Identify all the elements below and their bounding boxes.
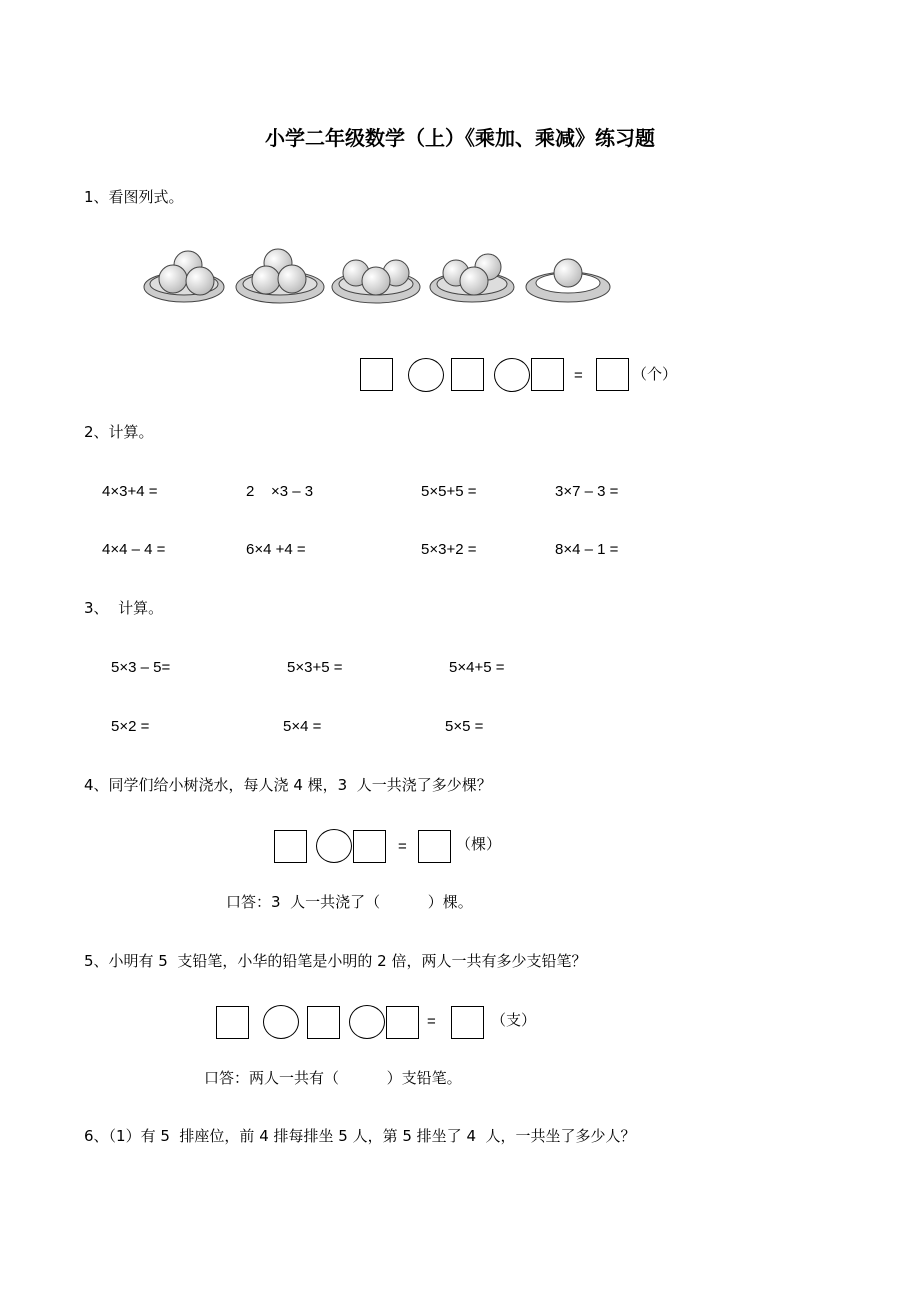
answer-box[interactable] <box>307 1006 340 1039</box>
plate-5 <box>526 259 610 302</box>
plate-2 <box>236 249 324 303</box>
oral-answer: 口答：两人一共有（ ）支铅笔。 <box>204 1069 462 1087</box>
expression: 5×3+5 = <box>287 659 343 676</box>
answer-box[interactable] <box>386 1006 419 1039</box>
equals-sign: = <box>574 367 583 384</box>
plate-1 <box>144 251 224 302</box>
question-3-heading: 3、 计算。 <box>84 599 164 617</box>
result-box[interactable] <box>451 1006 484 1039</box>
plate-3 <box>332 260 420 303</box>
equals-sign: = <box>427 1013 436 1030</box>
answer-box[interactable] <box>353 830 386 863</box>
expression: 5×4+5 = <box>449 659 505 676</box>
expression: 4×3+4 = <box>102 483 158 500</box>
expression: 4×4 – 4 = <box>102 541 166 558</box>
unit-label: （支） <box>491 1011 537 1029</box>
plate-4 <box>430 254 514 302</box>
operator-circle[interactable] <box>263 1005 299 1039</box>
oral-answer: 口答：3 人一共浇了（ ）棵。 <box>226 893 473 911</box>
operator-circle[interactable] <box>349 1005 385 1039</box>
question-5-heading: 5、小明有 5 支铅笔，小华的铅笔是小明的 2 倍，两人一共有多少支铅笔？ <box>84 952 587 970</box>
question-1-heading: 1、看图列式。 <box>84 188 184 206</box>
expression: 6×4 +4 = <box>246 541 306 558</box>
expression: 5×5+5 = <box>421 483 477 500</box>
question-2-heading: 2、计算。 <box>84 423 154 441</box>
unit-label: （个） <box>632 365 678 383</box>
expression: 5×5 = <box>445 718 484 735</box>
expression: 5×3+2 = <box>421 541 477 558</box>
result-box[interactable] <box>596 358 629 391</box>
expression: 5×3 – 5= <box>111 659 171 676</box>
operator-circle[interactable] <box>316 829 352 863</box>
page-title: 小学二年级数学（上）《乘加、乘减》练习题 <box>265 126 655 150</box>
operator-circle[interactable] <box>408 358 444 392</box>
expression: 5×2 = <box>111 718 150 735</box>
answer-box[interactable] <box>274 830 307 863</box>
question-6-heading: 6、（1）有 5 排座位，前 4 排每排坐 5 人，第 5 排坐了 4 人，一共坐了多少人？ <box>84 1127 636 1145</box>
expression: 5×4 = <box>283 718 322 735</box>
expression: 2 ×3 – 3 <box>246 483 314 500</box>
operator-circle[interactable] <box>494 358 530 392</box>
equals-sign: = <box>398 838 407 855</box>
answer-box[interactable] <box>451 358 484 391</box>
answer-box[interactable] <box>360 358 393 391</box>
question-4-heading: 4、同学们给小树浇水，每人浇 4 棵，3 人一共浇了多少棵？ <box>84 776 492 794</box>
expression: 8×4 – 1 = <box>555 541 619 558</box>
peach-plates-illustration <box>138 243 618 309</box>
answer-box[interactable] <box>531 358 564 391</box>
expression: 3×7 – 3 = <box>555 483 619 500</box>
unit-label: （棵） <box>456 835 502 853</box>
answer-box[interactable] <box>216 1006 249 1039</box>
result-box[interactable] <box>418 830 451 863</box>
